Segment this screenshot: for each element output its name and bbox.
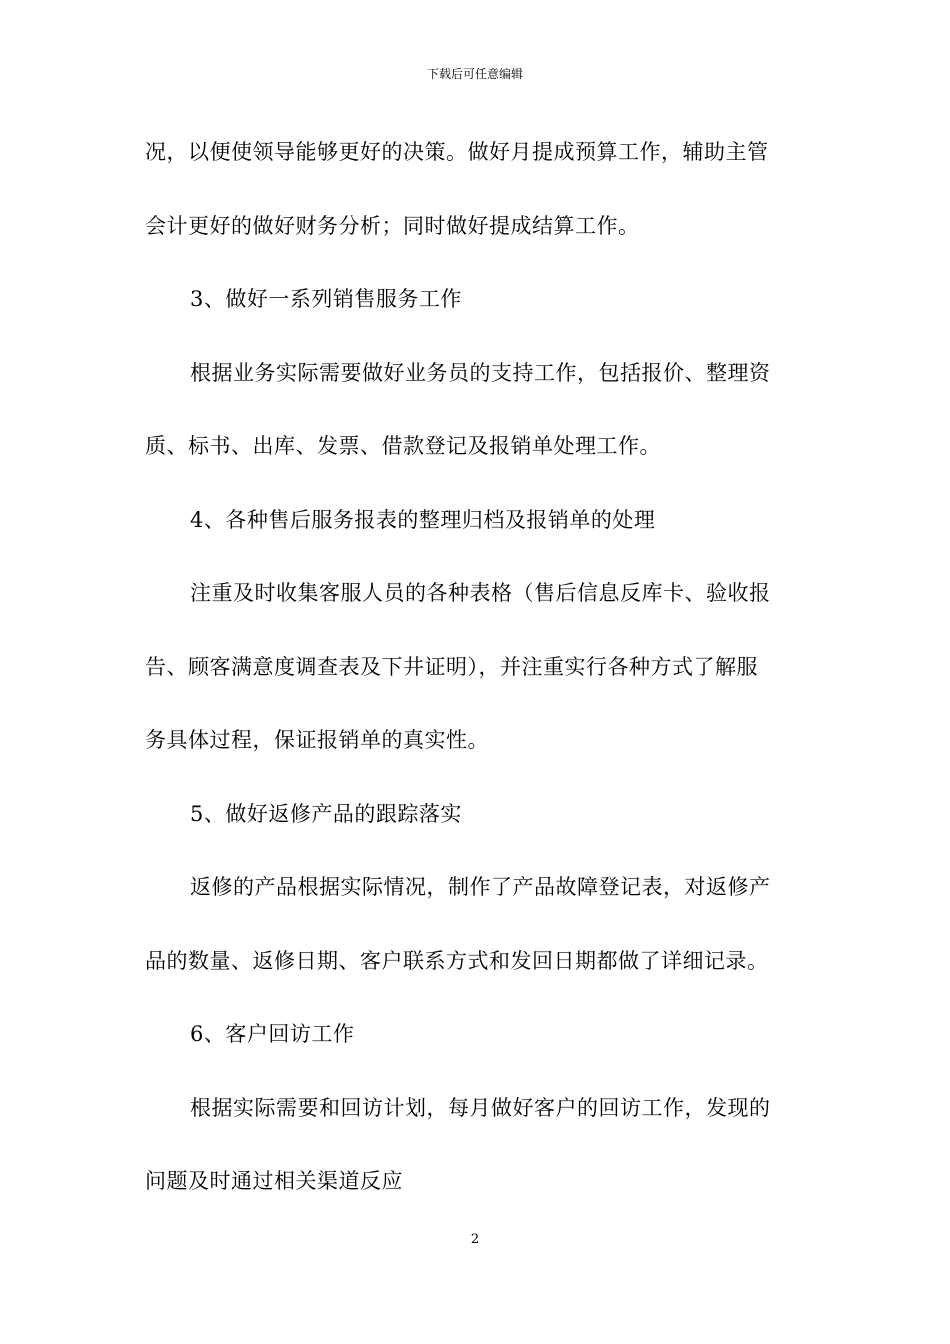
- paragraph-line: 告、顾客满意度调查表及下井证明），并注重实行各种方式了解服: [145, 654, 758, 679]
- section-heading-6: 6、客户回访工作: [190, 1022, 355, 1046]
- document-body: [145, 130, 815, 1233]
- section-heading-4: 4、各种售后服务报表的整理归档及报销单的处理: [190, 507, 656, 532]
- body-line-continuation: 会计更好的做好财务分析；同时做好提成结算工作。: [145, 213, 640, 238]
- paragraph-line: 品的数量、返修日期、客户联系方式和发回日期都做了详细记录。: [145, 948, 769, 973]
- page-header-note: 下载后可任意编辑: [426, 67, 523, 81]
- paragraph-line: 返修的产品根据实际情况，制作了产品故障登记表，对返修产: [190, 875, 771, 899]
- page-number: 2: [470, 1232, 480, 1247]
- section-heading-5: 5、做好返修产品的跟踪落实: [190, 801, 462, 826]
- paragraph-line: 问题及时通过相关渠道反应: [145, 1169, 403, 1193]
- paragraph-line: 注重及时收集客服人员的各种表格（售后信息反库卡、验收报: [190, 581, 771, 605]
- body-line-continuation: 况，以便使领导能够更好的决策。做好月提成预算工作，辅助主管: [145, 140, 769, 164]
- paragraph-line: 根据业务实际需要做好业务员的支持工作，包括报价、整理资: [190, 360, 771, 385]
- paragraph-line: 务具体过程，保证报销单的真实性。: [145, 728, 489, 752]
- section-heading-3: 3、做好一系列销售服务工作: [190, 287, 462, 311]
- paragraph-line: 根据实际需要和回访计划，每月做好客户的回访工作，发现的: [190, 1095, 771, 1120]
- paragraph-line: 质、标书、出库、发票、借款登记及报销单处理工作。: [145, 434, 661, 458]
